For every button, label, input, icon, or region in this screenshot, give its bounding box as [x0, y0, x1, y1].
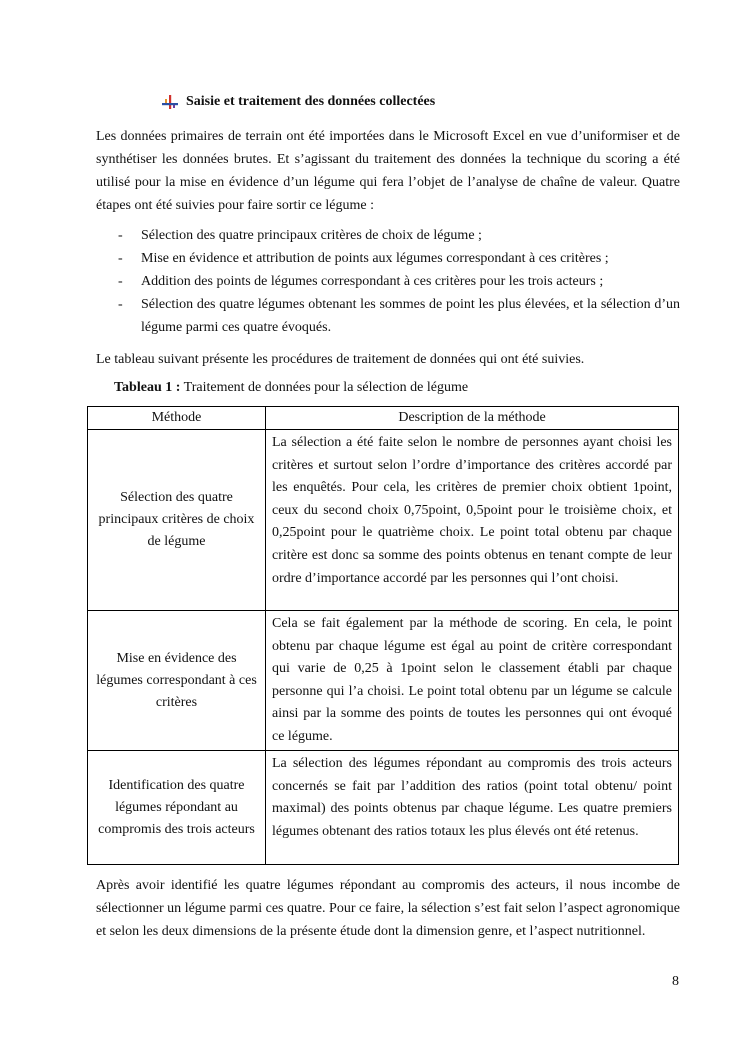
description-cell: La sélection a été faite selon le nombre de personnes ayant choisi les critères et surtout selon l’ordre d’importance des critères accordé par les enquêtés. Pour cela, les critères de premier choix obtient 1point, ceux du second choix 0,75point, 0,5point pour le troisième choix, et 0,25point pour le quatrième choix. Le point total obtenu par chaque critère est donc sa somme des points obtenus en tenant compte de leur ordre d’importance accordé par les personnes qui l’ont choisi.: [266, 430, 679, 611]
intro-paragraph: Les données primaires de terrain ont été importées dans le Microsoft Excel en vue d’uniformiser et de synthétiser les données brutes. Et s’agissant du traitement des données la technique du scoring a été utilisé pour la mise en évidence d’un légume qui fera l’objet de l’analyse de chaîne de valeur. Quatre étapes ont été suivies pour faire sortir ce légume :: [96, 129, 680, 213]
table-caption-text: Traitement de données pour la sélection de légume: [180, 380, 469, 395]
section-heading-text: Saisie et traitement des données collectées: [186, 94, 436, 109]
table-row: [88, 611, 679, 751]
list-item: - Addition des points de légumes correspondant à ces critères pour les trois acteurs ;: [118, 274, 604, 289]
cross-bullet-icon: [162, 95, 178, 109]
table-row: [88, 751, 679, 865]
closing-paragraph: Après avoir identifié les quatre légumes répondant au compromis des acteurs, il nous incombe de sélectionner un légume parmi ces quatre. Pour ce faire, la sélection s’est fait selon l’aspect agronomique et selon les deux dimensions de la présente étude dont la dimension genre, et l’aspect nutritionnel.: [96, 878, 680, 939]
table-caption-label: Tableau 1 :: [114, 380, 181, 395]
list-item: - Sélection des quatre légumes obtenant les sommes de point les plus élevées, et la sélection d’un légume parmi ces quatre évoqués.: [118, 297, 680, 335]
description-cell: La sélection des légumes répondant au compromis des trois acteurs concernés se fait par l’addition des ratios (point total obtenu/ point maximal) des points obtenus par chaque légume. Les quatre premiers légumes obtenant des ratios totaux les plus élevés ont été retenus.: [266, 751, 679, 865]
list-item: - Sélection des quatre principaux critères de choix de légume ;: [118, 228, 482, 243]
list-item: - Mise en évidence et attribution de points aux légumes correspondant à ces critères ;: [118, 251, 609, 266]
method-cell: Mise en évidence des légumes correspondant à ces critères: [88, 611, 266, 751]
table-caption: [114, 378, 468, 398]
header-description: Description de la méthode: [266, 407, 679, 430]
table-row: [88, 430, 679, 611]
description-cell: Cela se fait également par la méthode de scoring. En cela, le point obtenu par chaque légume est égal au point de critère correspondant qui varie de 0,25 à 1point selon le classement établi par chaque personne qui l’a choisi. Le point total obtenu par un légume se calcule ainsi par la somme des points de toutes les personnes qui ont évoqué ce légume.: [266, 611, 679, 751]
page-number: 8: [672, 974, 679, 989]
method-cell: Identification des quatre légumes répondant au compromis des trois acteurs: [88, 751, 266, 865]
method-cell: Sélection des quatre principaux critères de choix de légume: [88, 430, 266, 611]
table-intro-paragraph: Le tableau suivant présente les procédures de traitement de données qui ont été suivies.: [96, 352, 585, 367]
methods-table: [87, 406, 679, 865]
table-header-row: [88, 407, 679, 430]
header-method: Méthode: [88, 407, 266, 430]
section-heading: [162, 93, 435, 111]
steps-list: [96, 224, 680, 339]
